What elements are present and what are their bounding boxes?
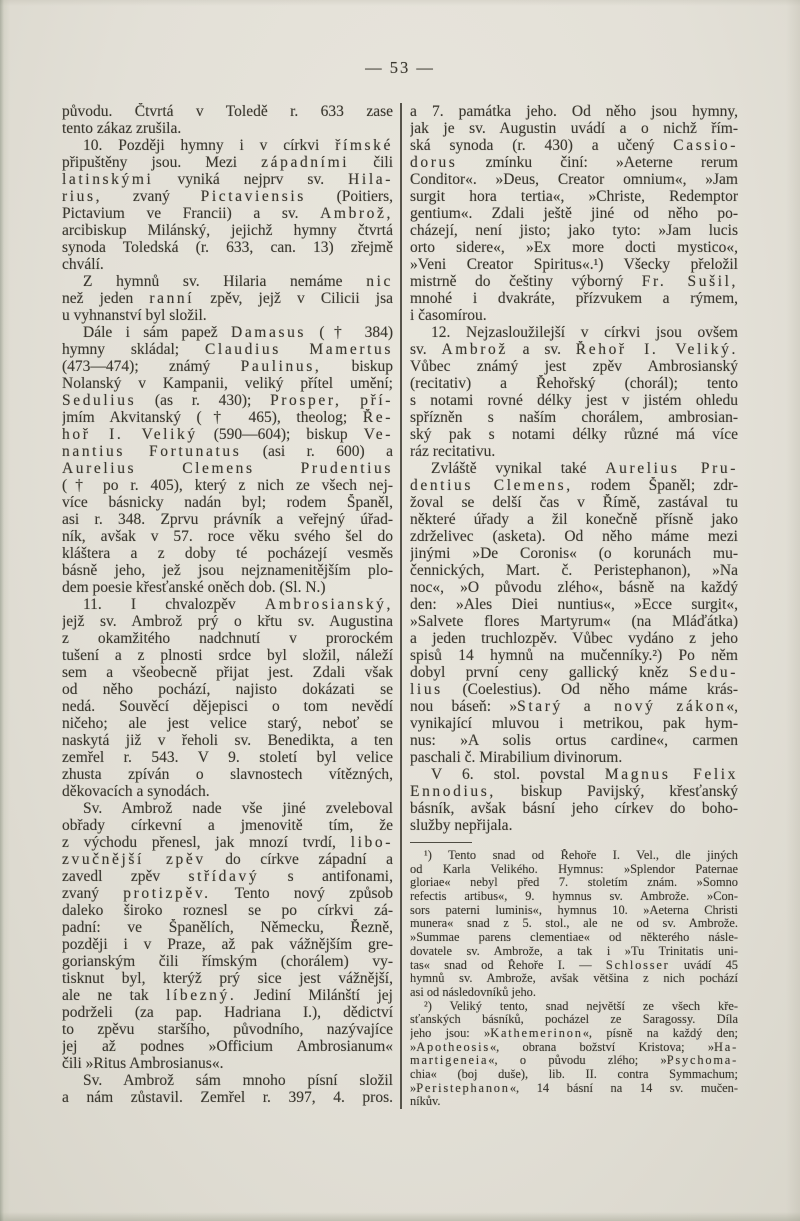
- text-line: tisknut byl, kterýž prý sice jest vážnější,: [62, 970, 393, 987]
- text-line: sv. Ambrož a sv. Řehoř I. Veliký.: [410, 341, 738, 358]
- letterspaced-text: Peristephanon: [416, 1081, 510, 1095]
- text-line: daleko široko roznesl se po církvi zá-: [62, 902, 393, 919]
- text-line: tento zákaz zrušila.: [62, 120, 182, 137]
- page-number: — 53 —: [365, 58, 435, 77]
- text-line: chválí.: [62, 256, 104, 273]
- text-line: některé úřady a žil konečně přísně jako: [410, 511, 738, 528]
- text-line: a nám zůstavil. Zemřel r. 397, 4. pros.: [62, 1089, 393, 1106]
- text-line: dorus zmínku činí: »Aeterne rerum: [410, 154, 738, 171]
- text-line: z okamžitého nadchnutí v prorockém: [62, 630, 393, 647]
- text-line: Vůbec známý jest zpěv Ambrosianský: [410, 358, 738, 375]
- text-line: a 7. památka jeho. Od něho jsou hymny,: [410, 103, 738, 120]
- text-line: původu. Čtvrtá v Toledě r. 633 zase: [62, 103, 393, 120]
- text-line: jak je sv. Augustin uvádí a o nichž řím-: [410, 120, 738, 137]
- text-line: sem a všeobecně přijat jest. Zdali však: [62, 664, 393, 681]
- text-line: a jeden truchlozpěv. Vůbec vydáno z jeho: [410, 630, 738, 647]
- text-line: jinými »De Coronis« (o korunách mu-: [410, 545, 738, 562]
- letterspaced-text: Ennodius,: [410, 783, 496, 800]
- text-line: děkovacích a synodách.: [62, 783, 210, 800]
- text-line-footnote: od Karla Velikého. Hymnus: »Splendor Paternae: [410, 862, 738, 876]
- text-line: 12. Nejzasloužilejší v církvi jsou ovšem: [431, 324, 738, 341]
- text-line: spřízněn s naším chorálem, ambrosian-: [410, 409, 738, 426]
- text-line-footnote: munera« snad z 5. stol., ale ne od sv. Ambrože.: [410, 917, 738, 931]
- text-line-footnote: níkův.: [410, 1095, 441, 1109]
- text-line-footnote: chia« (boj duše), lib. II. contra Symmachum;: [410, 1068, 738, 1081]
- text-line: ská synoda (r. 430) a učený Cassio-: [410, 137, 738, 154]
- text-line-footnote: »Summae parens clementiae« od některého násle-: [410, 931, 738, 945]
- text-line-footnote: refectis artibus«, 9. hymnus sv. Ambrože. »Con-: [410, 890, 738, 904]
- text-line: později i v Praze, až pak vážnějším gre-: [62, 936, 393, 953]
- letterspaced-text: Starý a nový zákon: [517, 698, 727, 715]
- text-line: Conditor«. »Deus, Creator omnium«, »Jam: [410, 171, 738, 188]
- text-line: synoda Toledská (r. 633, can. 13) zřejmě: [62, 239, 393, 256]
- text-line: gorianským čili římským (chorálem) vy-: [62, 953, 393, 970]
- text-line: zvaný protizpěv. Tento nový způsob: [62, 885, 393, 902]
- text-line: Nolanský v Kampanii, veliký přítel umění;: [62, 375, 393, 392]
- text-line: ráz recitativu.: [410, 443, 496, 460]
- text-line: hoř I. Veliký (590—604); biskup Ve-: [62, 426, 393, 443]
- text-line: Z hymnů sv. Hilaria nemáme nic: [83, 273, 393, 290]
- letterspaced-text: Psychoma-: [666, 1054, 738, 1068]
- letterspaced-text: libo-: [350, 834, 393, 851]
- left-column: [62, 103, 393, 1109]
- text-line: Sedulius (as r. 430); Prosper, pří-: [62, 392, 393, 409]
- letterspaced-text: Prosper,: [270, 392, 342, 409]
- text-line: († po r. 405), který z nich ze všech nej-: [62, 477, 393, 494]
- text-line-footnote: ¹) Tento snad od Řehoře I. Vel., dle jiných: [424, 849, 738, 862]
- text-line-footnote: »Apotheosis«, obrana božství Kristova; »Ha-: [410, 1040, 738, 1054]
- text-line: ník, avšak v 57. roce věku svého šel do: [62, 528, 393, 545]
- text-line-footnote: gloriae« nebyl před 7. stoletím znám. »Somno: [410, 876, 738, 890]
- text-line: lius (Coelestius). Od něho máme krás-: [410, 681, 738, 698]
- text-line: z východu přenesl, jak mnozí tvrdí, libo-: [62, 834, 393, 851]
- letterspaced-text: Aurelius Pru-: [605, 460, 738, 477]
- letterspaced-text: střídavý: [188, 868, 260, 885]
- text-line: ničeho; ale jest velice starý, neboť se: [62, 715, 393, 732]
- letterspaced-text: Ha-: [714, 1040, 738, 1054]
- text-line: den: »Ales Diei nuntius«, »Ecce surgit«,: [410, 596, 738, 613]
- text-line: latinskými vyniká nejprv sv. Hila-: [62, 171, 393, 188]
- text-line-footnote: sors paterni luminis«, hymnus 10. »Aeterna Christi: [410, 903, 738, 917]
- text-line: ský pak s notami délky různé má více: [410, 426, 738, 443]
- text-line: arcibiskup Milánský, jejichž hymny čtvrtá: [62, 222, 393, 239]
- letterspaced-text: martigeneia: [410, 1054, 489, 1068]
- text-line: [62, 460, 393, 477]
- letterspaced-text: Ambrož,: [320, 205, 393, 222]
- text-line: vynikající mluvou i metrikou, pak hym-: [410, 715, 738, 732]
- letterspaced-text: protizpěv.: [123, 885, 211, 902]
- text-line: obřady církevní a jmenovitě tím, že: [62, 817, 393, 834]
- text-line: i časomírou.: [410, 307, 487, 324]
- text-line: V 6. stol. povstal Magnus Felix: [431, 766, 738, 783]
- text-line: básník, avšak básní jeho církev do boho-: [410, 800, 738, 817]
- text-line: jmím Akvitanský († 465), theolog; Ře-: [62, 409, 393, 426]
- letterspaced-text: nic: [366, 273, 393, 290]
- text-line: asi r. 348. Zprvu právník a veřejný úřad-: [62, 511, 393, 528]
- text-line: to zpěvu staršího, původního, nazývajíce: [62, 1021, 393, 1038]
- text-line: gentium«. Zdali ještě jiné od něho po-: [410, 205, 738, 222]
- text-line: mistrně do češtiny výborný Fr. Sušil,: [410, 273, 738, 290]
- letterspaced-text: Apotheosis: [416, 1040, 490, 1054]
- letterspaced-text: západními: [261, 154, 350, 171]
- text-line: dobyl první ceny gallický kněz Sedu-: [410, 664, 738, 681]
- footnotes: [410, 849, 738, 1109]
- letterspaced-text: římské: [335, 137, 393, 154]
- letterspaced-text: Schlosser: [605, 958, 670, 972]
- text-line: »Salvete flores Martyrum« (na Mláďátka): [410, 613, 738, 630]
- text-columns: [0, 103, 800, 1109]
- text-line-footnote: sťanských básníků, pocházel ze Saragossy. Díla: [410, 1013, 738, 1027]
- letterspaced-text: nantius Fortunatus: [62, 443, 242, 460]
- text-line: nantius Fortunatus (asi r. 600) a: [62, 443, 393, 460]
- letterspaced-text: Ve-: [363, 426, 393, 443]
- text-line: služby nepřijala.: [410, 817, 513, 834]
- text-line: nedá. Souvěcí dějepisci o tom nevědí: [62, 698, 393, 715]
- letterspaced-text: Pictaviensis: [200, 188, 306, 205]
- text-line: připuštěny jsou. Mezi západními čili: [62, 154, 393, 171]
- letterspaced-text: Kathemerinon: [490, 1026, 583, 1040]
- letterspaced-text: Damasus: [231, 324, 307, 341]
- text-line: čennických, Mart. č. Peristephanon), »Na: [410, 562, 738, 579]
- text-line: tušení a z plnosti srdce byl složil, náleží: [62, 647, 393, 664]
- letterspaced-text: Cassio-: [673, 137, 738, 154]
- column-divider-rule: [400, 103, 402, 1109]
- letterspaced-text: rius,: [62, 188, 103, 205]
- text-line: žoval se delší čas v Římě, zastával tu: [410, 494, 738, 511]
- text-line: Sv. Ambrož nade vše jiné zveleboval: [83, 800, 393, 817]
- text-line: dem poesie křesťanské oněch dob. (Sl. N.): [62, 579, 326, 596]
- letterspaced-text: Ambrož: [441, 341, 508, 358]
- text-line: spisů 14 hymnů na mučenníky.²) Po něm: [410, 647, 738, 664]
- letterspaced-text: Ře-: [362, 409, 393, 426]
- right-column: [410, 103, 738, 1109]
- letterspaced-text: pří-: [360, 392, 393, 409]
- text-line: básně jeho, jež jsou nejznamenitějším plo-: [62, 562, 393, 579]
- letterspaced-text: Claudius Mamertus: [204, 341, 393, 358]
- text-line: kláštera a z doby té pocházejí vesměs: [62, 545, 393, 562]
- letterspaced-text: Ambrosianský,: [264, 596, 393, 613]
- letterspaced-text: Fr. Sušil,: [641, 273, 738, 290]
- text-line: zdrželivec (asketa). Od něho máme mezi: [410, 528, 738, 545]
- text-line-footnote: dovatele sv. Ambrože, a tak i »Tu Trinitatis uni-: [410, 944, 738, 958]
- text-line-footnote: »Peristephanon«, 14 básní na 14 sv. mučen-: [410, 1081, 738, 1095]
- text-line: (recitativ) a Řehořský (chorál); tento: [410, 375, 738, 392]
- text-line-footnote: tas« snad od Řehoře I. — Schlosser uvádí 45: [410, 958, 738, 972]
- text-line: nus: »A solis ortus cardine«, carmen: [410, 732, 738, 749]
- text-line: více básnicky nadán byl; rodem Španěl,: [62, 494, 393, 511]
- letterspaced-text: Řehoř I. Veliký.: [575, 341, 738, 358]
- text-line-footnote: martigeneia«, o původu zlého; »Psychoma-: [410, 1054, 738, 1068]
- letterspaced-text: líbezný.: [166, 987, 237, 1004]
- text-line: jejž sv. Ambrož prý o křtu sv. Augustina: [62, 613, 393, 630]
- text-line: u vyhnanství byl složil.: [62, 307, 207, 324]
- text-line: padní: ve Španělích, Německu, Řezně,: [62, 919, 393, 936]
- letterspaced-text: Magnus Felix: [604, 766, 738, 783]
- text-line: 10. Později hymny i v církvi římské: [83, 137, 393, 154]
- text-line: s notami rovné délky jest v jistém ohledu: [410, 392, 738, 409]
- text-line: od něho pochází, najisto dokázati se: [62, 681, 393, 698]
- text-line: rius, zvaný Pictaviensis (Poitiers,: [62, 188, 393, 205]
- text-line: zavedl zpěv střídavý s antifonami,: [62, 868, 393, 885]
- text-line-footnote: jeho jsou: »Kathemerinon«, písně na každý den;: [410, 1026, 738, 1040]
- text-line: paschali č. Mirabilium divinorum.: [410, 749, 623, 766]
- letterspaced-text: ranní: [149, 290, 195, 307]
- text-line: surgit hora tertia«, »Christe, Redemptor: [410, 188, 738, 205]
- text-line: cházejí, není jisto; jako tyto: »Jam lucis: [410, 222, 738, 239]
- text-line-footnote: hymnů sv. Ambrože, avšak většina z nich pochází: [410, 972, 738, 986]
- text-line: orto sidere«, »Ex more docti mystico«,: [410, 239, 738, 256]
- letterspaced-text: latinskými: [62, 171, 154, 188]
- text-line: Sv. Ambrož sám mnoho písní složil: [83, 1072, 393, 1089]
- text-line: Zvláště vynikal také Aurelius Pru-: [431, 460, 738, 477]
- text-line: než jeden ranní zpěv, jejž v Cilicii jsa: [62, 290, 393, 307]
- text-line: podrželi (za pap. Hadriana I.), dědictví: [62, 1004, 393, 1021]
- letterspaced-text: dorus: [410, 154, 458, 171]
- text-line: zemřel r. 543. V 9. století byl velice: [62, 749, 393, 766]
- text-line-footnote: ²) Veliký tento, snad největší ze všech kře-: [424, 999, 738, 1013]
- text-line: ale ne tak líbezný. Jediní Milánští jej: [62, 987, 393, 1004]
- text-line: (473—474); známý Paulinus, biskup: [62, 358, 393, 375]
- text-line: »Veni Creator Spiritus«.¹) Všecky přeložil: [410, 256, 738, 273]
- text-line: zvučnější zpěv do církve západní a: [62, 851, 393, 868]
- text-line: Pictavium ve Francii) a sv. Ambrož,: [62, 205, 393, 222]
- text-line: jej až podnes »Officium Ambrosianum«: [62, 1038, 393, 1055]
- letterspaced-text: Sedu-: [688, 664, 738, 681]
- text-line: zhusta zpíván o slavnostech vítězných,: [62, 766, 393, 783]
- footnote-separator-rule: [410, 842, 472, 843]
- text-line: hymny skládal; Claudius Mamertus: [62, 341, 393, 358]
- text-line: Ennodius, biskup Pavijský, křesťanský: [410, 783, 738, 800]
- text-line: naskytá již v řeholi sv. Benedikta, a ten: [62, 732, 393, 749]
- letterspaced-text: Paulinus,: [240, 358, 322, 375]
- letterspaced-text: Sedulius: [62, 392, 137, 409]
- right-column-main: [410, 103, 738, 834]
- text-line-footnote: asi od následovníků jeho.: [410, 985, 536, 999]
- text-line: mnohé i dvakráte, přízvukem a rýmem,: [410, 290, 738, 307]
- letterspaced-text: lius: [410, 681, 443, 698]
- letterspaced-text: Aurelius Clemens Prudentius: [62, 460, 393, 477]
- letterspaced-text: zvučnější zpěv: [62, 851, 206, 868]
- letterspaced-text: dentius Clemens,: [410, 477, 573, 494]
- text-line: čili »Ritus Ambrosianus«.: [62, 1055, 224, 1072]
- letterspaced-text: Hila-: [348, 171, 393, 188]
- text-line: 11. I chvalozpěv Ambrosianský,: [83, 596, 393, 613]
- text-line: noc«, »O původu zlého«, básně na každý: [410, 579, 738, 596]
- text-line: dentius Clemens, rodem Španěl; zdr-: [410, 477, 738, 494]
- text-line: Dále i sám papež Damasus († 384): [83, 324, 393, 341]
- text-line: nou báseň: »Starý a nový zákon«,: [410, 698, 738, 715]
- letterspaced-text: hoř I. Veliký: [62, 426, 198, 443]
